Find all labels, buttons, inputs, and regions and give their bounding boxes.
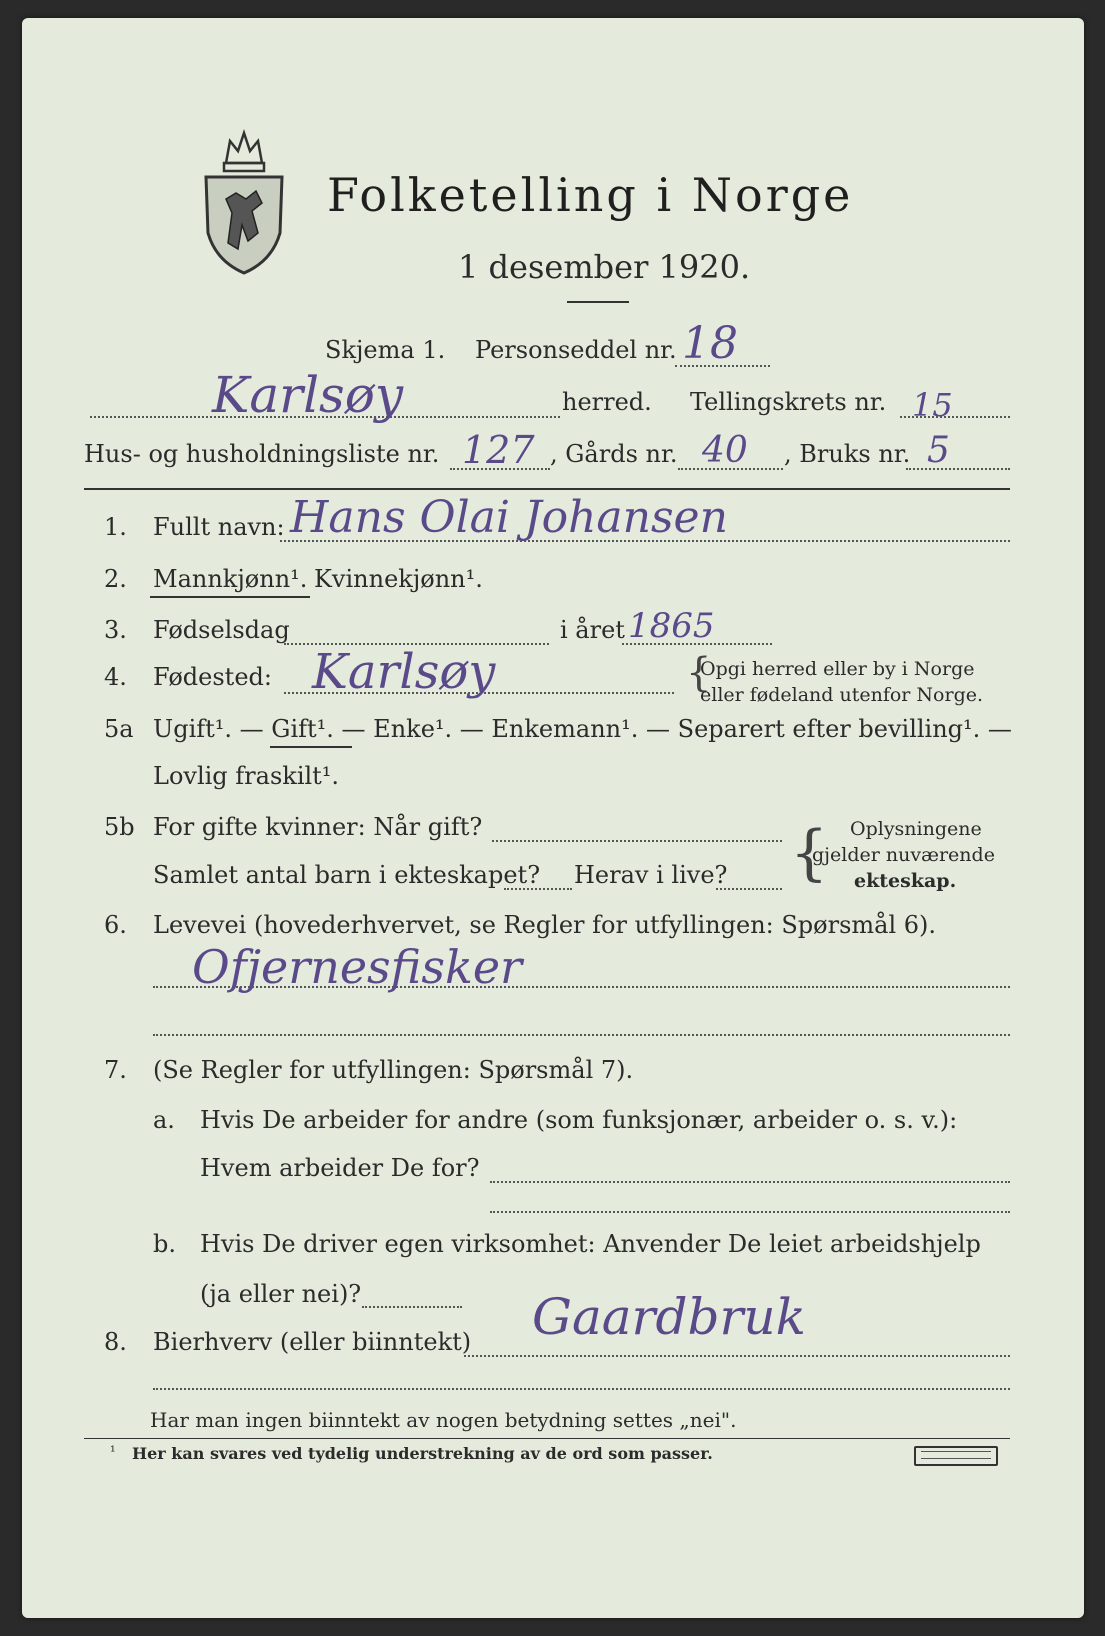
q7a-extra-line (490, 1211, 1010, 1213)
q8-value: Gaardbruk (532, 1288, 806, 1346)
q6-value: Ofjernesfisker (192, 940, 523, 994)
q8-number: 8. (104, 1328, 127, 1356)
q7b-yesno-line (362, 1306, 462, 1308)
q8-line-2 (153, 1388, 1010, 1390)
krets-value: 15 (912, 386, 953, 424)
herred-value: Karlsøy (212, 366, 404, 424)
census-form (22, 18, 1084, 1618)
q2-number: 2. (104, 565, 127, 593)
printer-stamp (914, 1446, 998, 1466)
q8-line-1 (464, 1355, 1010, 1357)
q4-note-1: Opgi herred eller by i Norge (700, 658, 975, 680)
q5a-married-underline (270, 746, 352, 748)
q4-number: 4. (104, 663, 127, 691)
q5b-when-married: For gifte kvinner: Når gift? (153, 813, 483, 841)
q7b-yesno-label: (ja eller nei)? (200, 1280, 362, 1308)
coat-of-arms-icon (202, 123, 286, 275)
q5a-number: 5a (104, 715, 134, 743)
q6-line-2 (153, 1034, 1010, 1036)
q3-year-value: 1865 (628, 606, 715, 646)
q3-number: 3. (104, 616, 127, 644)
q6-label: Levevei (hovederhvervet, se Regler for utfyllingen: Spørsmål 6). (153, 911, 937, 939)
q2-label-female: Kvinnekjønn¹. (314, 565, 483, 593)
q7a-number: a. (153, 1106, 175, 1134)
q5b-children-line (504, 888, 572, 890)
q7a-question: Hvis De arbeider for andre (som funksjonær, arbeider o. s. v.): (200, 1106, 958, 1134)
q7-label: (Se Regler for utfyllingen: Spørsmål 7). (153, 1056, 634, 1084)
title-divider (567, 301, 629, 303)
krets-label: Tellingskrets nr. (690, 388, 887, 416)
schema-label: Skjema 1. (325, 336, 446, 364)
person-label: Personseddel nr. (475, 336, 677, 364)
q4-brace: { (686, 650, 712, 696)
gards-value: 40 (702, 430, 748, 471)
q6-number: 6. (104, 911, 127, 939)
q7b-number: b. (153, 1230, 176, 1258)
q3-year-label: i året (560, 616, 625, 644)
q3-label: Fødselsdag (153, 616, 290, 644)
hus-value: 127 (462, 428, 535, 472)
q2-label-male: Mannkjønn¹. (153, 565, 308, 593)
footnote-text: Her kan svares ved tydelig understrekning av de ord som passer. (132, 1444, 713, 1463)
q4-value: Karlsøy (312, 644, 496, 700)
herred-label: herred. (562, 388, 652, 416)
q5b-note-1: Oplysningene (850, 818, 982, 840)
q5b-alive: Herav i live? (574, 861, 728, 889)
q5b-note-2: gjelder nuværende (812, 844, 995, 866)
q4-label: Fødested: (153, 663, 272, 691)
footer-divider (84, 1438, 1010, 1439)
bruks-value: 5 (927, 430, 950, 471)
q7b-question: Hvis De driver egen virksomhet: Anvender De leiet arbeidshjelp (200, 1230, 981, 1258)
q5b-when-line (492, 840, 782, 842)
footer-note: Har man ingen biinntekt av nogen betydning settes „nei". (150, 1408, 737, 1432)
q5b-number: 5b (104, 813, 135, 841)
q8-label: Bierhverv (eller biinntekt) (153, 1328, 472, 1356)
header-divider (84, 488, 1010, 490)
form-title: Folketelling i Norge (327, 168, 854, 222)
q5a-options: Ugift¹. — Gift¹. — Enke¹. — Enkemann¹. — Separert efter bevilling¹. — (153, 715, 1012, 743)
person-value: 18 (682, 318, 738, 369)
footnote-mark: ¹ (110, 1444, 116, 1460)
q5b-note-3: ekteskap. (854, 870, 957, 892)
q7a-employer-label: Hvem arbeider De for? (200, 1154, 480, 1182)
gards-label: , Gårds nr. (550, 440, 678, 468)
bruks-line (906, 468, 1010, 470)
q5b-children: Samlet antal barn i ekteskapet? (153, 861, 541, 889)
bruks-label: , Bruks nr. (784, 440, 911, 468)
q5b-brace: { (790, 818, 829, 888)
q4-note-2: eller fødeland utenfor Norge. (700, 684, 984, 706)
hus-label: Hus- og husholdningsliste nr. (84, 440, 440, 468)
q7a-employer-line (490, 1181, 1010, 1183)
q1-number: 1. (104, 513, 127, 541)
q5b-alive-line (716, 888, 782, 890)
q2-male-underline (150, 596, 310, 598)
q5a-divorced: Lovlig fraskilt¹. (153, 762, 340, 790)
form-date: 1 desember 1920. (458, 248, 751, 286)
q1-value: Hans Olai Johansen (290, 492, 728, 543)
q7-number: 7. (104, 1056, 127, 1084)
q1-label: Fullt navn: (153, 513, 285, 541)
